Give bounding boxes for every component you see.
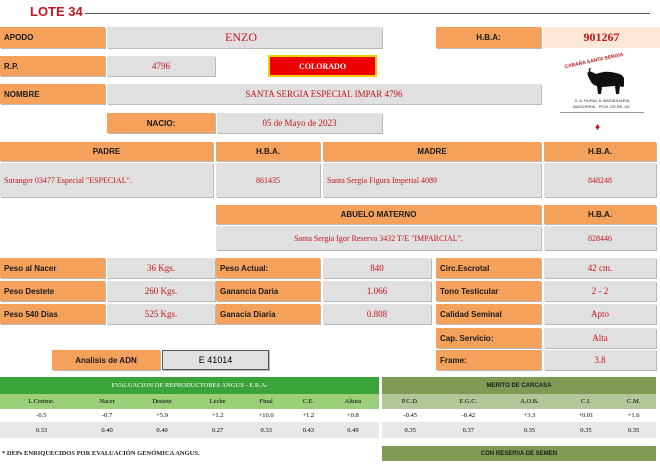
eval-grid: [0, 394, 379, 438]
tono-testicular-value: 2 - 2: [544, 281, 656, 301]
eval-acc: 0.49: [347, 426, 359, 434]
eval-title: EVALUACION DE REPRODUCTORES ANGUS - E.R.A-: [0, 377, 379, 394]
evaluation-table: [0, 377, 379, 440]
calidad-seminal-value: Apto: [544, 304, 656, 324]
abuelo-hba: 828446: [544, 226, 656, 250]
padre-hba-header: H.B.A.: [216, 142, 320, 161]
circ-escrotal-value: 42 cm.: [544, 258, 656, 278]
madre-header: MADRE: [323, 142, 541, 161]
eval-header: C.E.: [302, 398, 315, 405]
hba-label: H.B.A:: [436, 27, 541, 48]
circ-escrotal-label: Circ.Escrotal: [436, 258, 541, 278]
peso-destete-label: Peso Destete: [0, 281, 105, 301]
eval-header: L.Cretme.: [28, 398, 55, 405]
peso-destete-value: 260 Kgs.: [107, 281, 215, 301]
header-rule: [85, 13, 650, 14]
peso-actual-value: 840: [323, 258, 431, 278]
ganancia-diaria-label: Ganacia Diaria: [216, 304, 320, 324]
footnote: * DEPs ENRIQUECIDOS POR EVALUACIÓN GENÓMICA ANGUS.: [2, 450, 200, 457]
peso-540-label: Peso 540 Dias: [0, 304, 105, 324]
eval-value: -0.7: [101, 412, 113, 419]
eval-value: +10.0: [258, 412, 274, 419]
merito-value: -0.45: [403, 412, 417, 419]
eval-header: Nacer: [99, 398, 115, 405]
eval-acc: 0.43: [302, 426, 314, 434]
logo-rule: [560, 112, 644, 113]
apodo-label: APODO: [0, 27, 105, 48]
nacio-label: NACIO:: [107, 113, 215, 133]
merito-title: MERITO DE CARCASA: [382, 377, 656, 394]
madre-name: Santa Sergia Figura Imperial 4089: [323, 163, 541, 197]
merito-header: P.C.D.: [401, 398, 419, 405]
rp-label: R.P.: [0, 56, 105, 76]
eval-value: -0.5: [36, 412, 47, 419]
padre-name: Suranger 03477 Especial "ESPECIAL".: [0, 163, 213, 197]
adn-label: Analisis de ADN: [52, 350, 160, 370]
merito-value: +0.01: [578, 412, 594, 419]
merito-value: -0.42: [461, 412, 476, 419]
logo-line1: S. A. RURAL & INMOBILIARIA: [574, 98, 630, 103]
peso-540-value: 525 Kgs.: [107, 304, 215, 324]
ganancia-daria-label: Ganancia Daria: [216, 281, 320, 301]
eval-acc: 0.27: [211, 426, 224, 434]
eval-acc: 0.33: [35, 426, 48, 434]
merito-acc: 0.35: [580, 426, 592, 434]
merito-header: C.I.: [581, 398, 591, 405]
cap-servicio-value: Alta: [544, 328, 656, 348]
padre-header: PADRE: [0, 142, 213, 161]
madre-hba-header: H.B.A.: [544, 142, 656, 161]
reserva-badge: CON RESERVA DE SEMEN: [382, 446, 656, 461]
peso-nacer-value: 36 Kgs.: [107, 258, 215, 278]
eval-header: Destete: [152, 398, 172, 405]
rp-value: 4796: [107, 56, 215, 76]
logo-emblem-icon: ♦: [595, 122, 601, 133]
abuelo-hba-header: H.B.A.: [544, 205, 656, 224]
frame-label: Frame:: [436, 350, 541, 370]
merito-value: +1.6: [627, 412, 640, 419]
logo-title: CABAÑA SANTA SERGIA: [563, 51, 625, 71]
peso-actual-label: Peso Actual:: [216, 258, 320, 278]
eval-value: +1.2: [302, 412, 315, 419]
bull-icon: [582, 66, 628, 96]
cap-servicio-label: Cap. Servicio:: [436, 328, 541, 348]
eval-header: Altura: [344, 398, 362, 405]
abuelo-name: Santa Sergia Igor Reserva 3432 T/E "IMPARCIAL".: [216, 226, 541, 250]
merito-acc: 0.35: [627, 426, 640, 434]
merito-acc: 0.37: [462, 426, 474, 434]
madre-hba: 848248: [544, 163, 656, 197]
eval-value: +0.8: [347, 412, 359, 419]
hba-value: 901267: [543, 27, 660, 48]
eval-value: +5.9: [156, 412, 168, 419]
merito-table: [382, 377, 656, 440]
calidad-seminal-label: Calidad Seminal: [436, 304, 541, 324]
eval-header: Final: [259, 398, 273, 405]
color-badge: COLORADO: [268, 55, 377, 77]
peso-nacer-label: Peso al Nacer: [0, 258, 105, 278]
nombre-label: NOMBRE: [0, 84, 105, 104]
merito-header: E.G.C.: [459, 398, 478, 405]
merito-header: C.M.: [626, 398, 641, 405]
merito-value: +3.3: [523, 412, 536, 419]
merito-acc: 0.35: [523, 426, 536, 434]
logo-line2: BAIGORRIA - PCIA. DE BS. AS.: [573, 104, 631, 109]
lote-title: LOTE 34: [30, 4, 83, 19]
tono-testicular-label: Tono Testicular: [436, 281, 541, 301]
eval-value: +1.2: [211, 412, 224, 419]
eval-acc: 0.40: [156, 426, 168, 434]
eval-acc: 0.40: [101, 426, 113, 434]
abuelo-header: ABUELO MATERNO: [216, 205, 541, 224]
apodo-value: ENZO: [107, 27, 382, 48]
ganancia-diaria-value: 0.808: [323, 304, 431, 324]
nacio-value: 05 de Mayo de 2023: [217, 113, 382, 133]
padre-hba: 861435: [216, 163, 320, 197]
eval-acc: 0.33: [260, 426, 272, 434]
frame-value: 3.8: [544, 350, 656, 370]
merito-acc: 0.35: [404, 426, 416, 434]
merito-header: A.O.B.: [520, 398, 539, 405]
adn-value: E 41014: [162, 350, 269, 370]
merito-grid: [382, 394, 656, 438]
ganancia-daria-value: 1.066: [323, 281, 431, 301]
eval-header: Leche: [209, 398, 226, 405]
nombre-value: SANTA SERGIA ESPECIAL IMPAR 4796: [107, 84, 541, 104]
farm-logo: [552, 52, 652, 134]
